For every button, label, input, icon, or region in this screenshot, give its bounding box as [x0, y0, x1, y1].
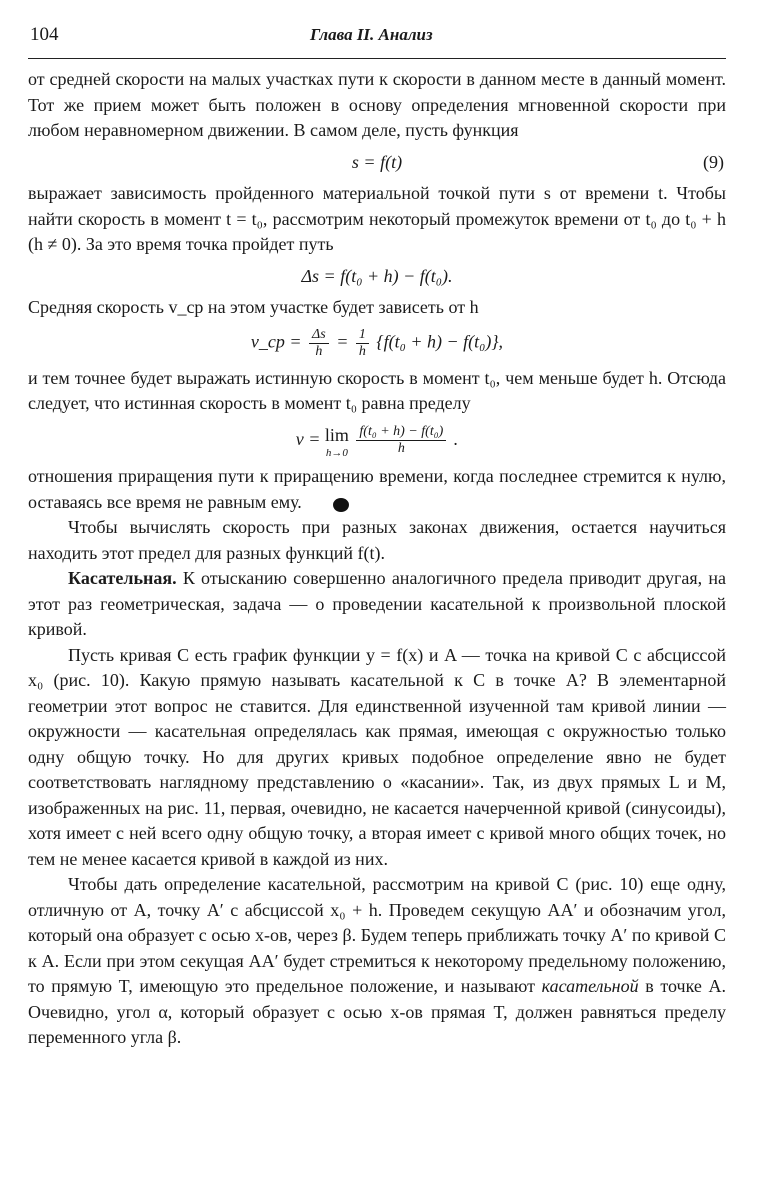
- avg-v-coefficient: [356, 327, 369, 360]
- paragraph-9-tail: в точке A. Очевидно, угол α, который образует с осью x-ов прямая T, должен равняться пределу переменного угла β.: [28, 976, 727, 1047]
- run-in-heading: Касательная.: [68, 568, 177, 588]
- lim-operator: [325, 423, 349, 459]
- paragraph-9: [28, 872, 726, 1051]
- paragraph-9-text: Чтобы дать определение касательной, рассмотрим на кривой C (рис. 10) еще одну, отличную от A, точку A′ с абсциссой x₀ + h. Проведем секущую AA′ и обозначим угол, который она образует с осью x-ов, через β. Будем теперь приближать точку A′ по кривой C к A. Если при этом секущая AA′ будет стремиться к некоторому предельному положению, то прямую T, имеющую это предельное положение, и называют: [28, 874, 726, 996]
- equation-number: (9): [703, 151, 724, 172]
- avg-v-equals: =: [336, 331, 349, 352]
- lim-fraction-denominator: h: [397, 440, 405, 456]
- page-number: 104: [30, 24, 59, 45]
- paragraph-1: от средней скорости на малых участках пути к скорости в данном месте в данный момент. Тот же прием может быть положен в основу определения мгновенной скорости при любом неравномерном движении. В самом деле, пусть функция: [28, 69, 726, 140]
- ink-blot: [333, 498, 349, 512]
- avg-v-left: v_ср =: [250, 331, 302, 352]
- paragraph-4: и тем точнее будет выражать истинную скорость в момент t₀, чем меньше будет h. Отсюда следует, что истинная скорость в момент t₀ равна пределу: [28, 367, 726, 413]
- avg-v-coefficient-denominator: h: [358, 343, 366, 359]
- italic-term: касательной: [541, 976, 639, 996]
- paragraph-7-text: К отысканию совершенно аналогичного предела приводит другая, на этот раз геометрическая, задача — о проведении касательной к произвольной плоской кривой.: [28, 568, 726, 639]
- avg-v-fraction-numerator: Δs: [309, 327, 329, 344]
- paragraph-3: Средняя скорость v_ср на этом участке будет зависеть от h: [28, 297, 479, 317]
- avg-v-fraction: [309, 327, 329, 360]
- paragraph-8: Пусть кривая C есть график функции y = f(x) и A — точка на кривой C с абсциссой x₀ (рис. 10). Какую прямую называть касательной к C в точке A? В элементарной геометрии этот вопрос не ставится. Для единственной изученной там кривой линии — окружности — касательная определялась как прямая, имеющая с окружностью только одну общую точку. Но для других кривых подобное определение явно не будет соответствовать наглядному представлению о «касании». Так, из двух прямых L и M, изображенных на рис. 11, первая, очевидно, не касается начерченной кривой (синусоиды), хотя имеет с ней всего одну общую точку, а вторая имеет с кривой много общих точек, но тем не менее касается кривой в каждой из них.: [28, 644, 726, 869]
- lim-left: v =: [295, 428, 321, 449]
- page-body: [28, 67, 726, 1051]
- avg-v-right: {f(t₀ + h) − f(t₀)},: [376, 331, 504, 352]
- book-page: [28, 22, 726, 1051]
- paragraph-7: [28, 566, 726, 643]
- equation-delta-s-formula: Δs = f(t₀ + h) − f(t₀).: [301, 265, 453, 286]
- lim-fraction: [356, 424, 446, 457]
- equation-limit: [28, 423, 726, 459]
- equation-9-formula: s = f(t): [351, 151, 403, 172]
- lim-subscript: h→0: [325, 447, 348, 459]
- page-header: [28, 22, 726, 59]
- lim-word: lim: [324, 424, 349, 445]
- equation-delta-s: [28, 264, 726, 290]
- running-title: Глава II. Анализ: [310, 25, 433, 44]
- lim-tail: .: [453, 428, 459, 449]
- equation-average-velocity: [28, 327, 726, 360]
- lim-fraction-numerator: f(t₀ + h) − f(t₀): [356, 424, 446, 441]
- paragraph-6: Чтобы вычислять скорость при разных законах движения, остается научиться находить этот предел для разных функций f(t).: [28, 517, 726, 563]
- avg-v-coefficient-numerator: 1: [356, 327, 369, 344]
- avg-v-fraction-denominator: h: [315, 343, 323, 359]
- paragraph-2: выражает зависимость пройденного материальной точкой пути s от времени t. Чтобы найти скорость в момент t = t₀, рассмотрим некоторый промежуток времени от t₀ до t₀ + h (h ≠ 0). За это время точка пройдет путь: [28, 183, 726, 254]
- paragraph-5: отношения приращения пути к приращению времени, когда последнее стремится к нулю, оставаясь все время не равным ему.: [28, 466, 726, 512]
- equation-9: [28, 150, 726, 176]
